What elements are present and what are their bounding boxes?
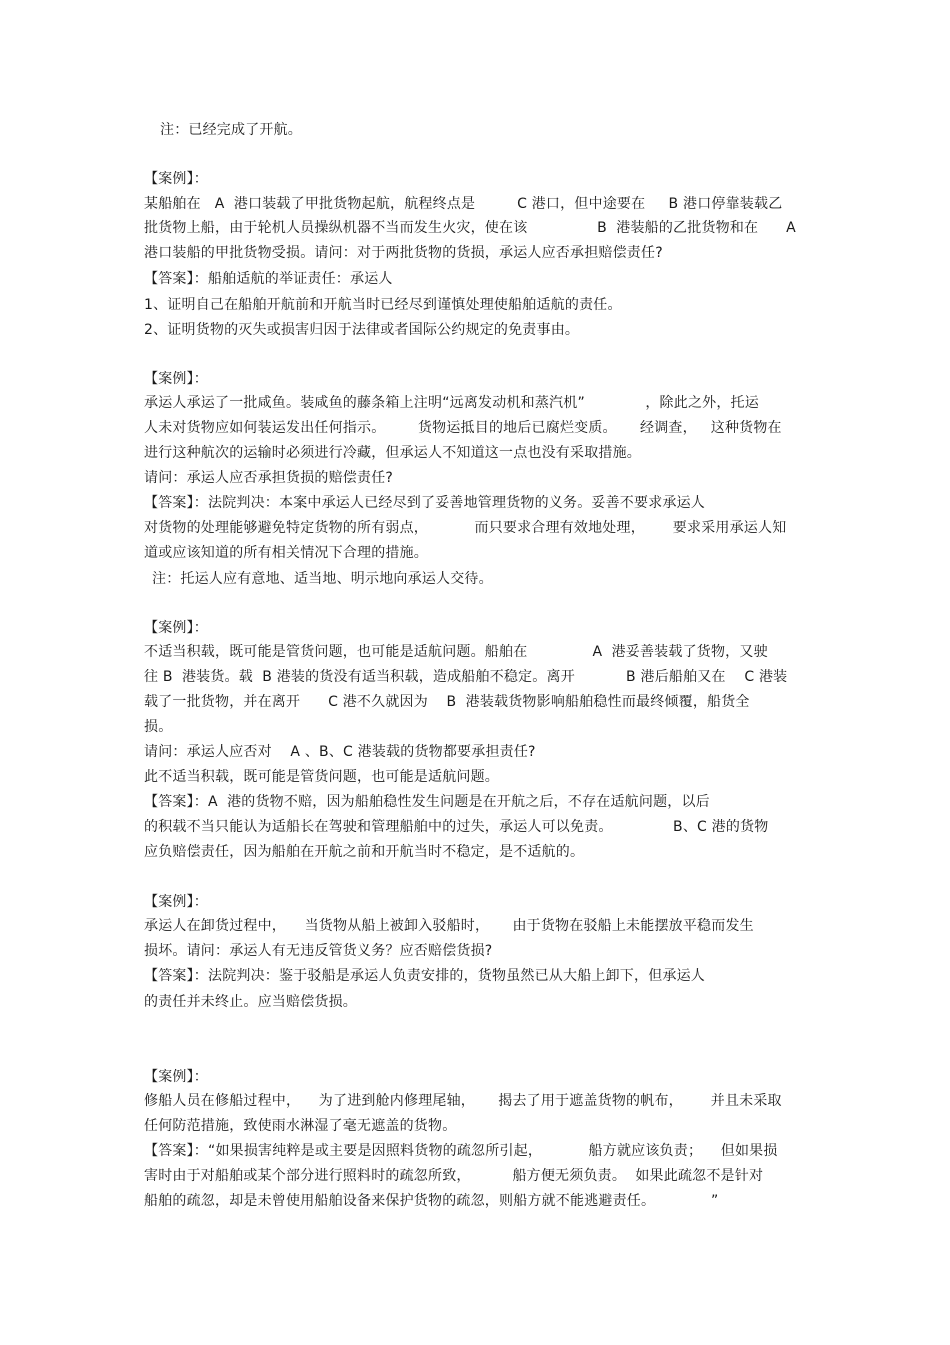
case-text: 承运人承运了一批咸鱼。装咸鱼的藤条箱上注明“远离发动机和蒸汽机” ，除此之外，托运 [144, 395, 759, 411]
answer-text: 船舶的疏忽，却是未曾使用船舶设备来保护货物的疏忽，则船方就不能逃避责任。 ” [144, 1193, 719, 1209]
answer-text: 害时由于对船舶或某个部分进行照料时的疏忽所致， 船方便无须负责。 如果此疏忽不是针对 [144, 1168, 764, 1184]
case-heading: 【案例】： [144, 620, 208, 636]
answer-text: 的积载不当只能认为适船长在驾驶和管理船舶中的过失，承运人可以免责。 B、C 港的货物 [144, 819, 769, 835]
case-text: 承运人在卸货过程中， 当货物从船上被卸入驳船时， 由于货物在驳船上未能摆放平稳而发生 [144, 918, 754, 934]
case-text: 请问：承运人应否承担货损的赔偿责任? [144, 470, 394, 486]
note-line: 注：托运人应有意地、适当地、明示地向承运人交待。 [152, 571, 493, 587]
answer-text: 对货物的处理能够避免特定货物的所有弱点， 而只要求合理有效地处理， 要求采用承运人知 [144, 520, 787, 536]
case-heading: 【案例】： [144, 894, 208, 910]
case-text: 修船人员在修船过程中， 为了进到舱内修理尾轴， 揭去了用于遮盖货物的帆布， 并且未采取 [144, 1093, 782, 1109]
case-text: 损。 [144, 719, 173, 735]
case-heading: 【案例】： [144, 171, 208, 187]
case-text: 请问：承运人应否对 A 、B、C 港装载的货物都要承担责任? [144, 744, 536, 760]
case-text: 任何防范措施，致使雨水淋湿了毫无遮盖的货物。 [144, 1118, 457, 1134]
answer-text: 的责任并未终止。应当赔偿货损。 [144, 994, 357, 1010]
answer-text: 【答案】：法院判决：本案中承运人已经尽到了妥善地管理货物的义务。妥善不要求承运人 [144, 495, 705, 511]
case-heading: 【案例】： [144, 1069, 208, 1085]
case-text: 损坏。请问：承运人有无违反管货义务？应否赔偿货损? [144, 943, 493, 959]
answer-text: 道或应该知道的所有相关情况下合理的措施。 [144, 545, 428, 561]
case-text: 载了一批货物，并在离开 C 港不久就因为 B 港装载货物影响船舶稳性而最终倾覆，船货全 [144, 694, 750, 710]
case-text: 人未对货物应如何装运发出任何指示。 货物运抵目的地后已腐烂变质。 经调查， 这种货物在 [144, 420, 782, 436]
answer-text: 【答案】：“如果损害纯粹是或主要是因照料货物的疏忽所引起， 船方就应该负责； 但如果损 [144, 1143, 778, 1159]
answer-text: 2、证明货物的灭失或损害归因于法律或者国际公约规定的免责事由。 [144, 322, 580, 338]
answer-text: 【答案】：法院判决：鉴于驳船是承运人负责安排的，货物虽然已从大船上卸下，但承运人 [144, 968, 705, 984]
case-text: 批货物上船，由于轮机人员操纵机器不当而发生火灾，使在该 B 港装船的乙批货物和在 A [144, 220, 796, 236]
case-text: 港口装船的甲批货物受损。请问：对于两批货物的货损，承运人应否承担赔偿责任? [144, 245, 663, 261]
case-text: 进行这种航次的运输时必须进行冷藏，但承运人不知道这一点也没有采取措施。 [144, 445, 641, 461]
case-text: 此不适当积载，既可能是管货问题，也可能是适航问题。 [144, 769, 499, 785]
answer-text: 【答案】：船舶适航的举证责任：承运人 [144, 271, 393, 287]
answer-text: 应负赔偿责任，因为船舶在开航之前和开航当时不稳定，是不适航的。 [144, 844, 585, 860]
answer-text: 1、证明自己在船舶开航前和开航当时已经尽到谨慎处理使船舶适航的责任。 [144, 297, 622, 313]
case-text: 不适当积载，既可能是管货问题，也可能是适航问题。船舶在 A 港妥善装载了货物，又驶 [144, 644, 768, 660]
case-text: 往 B 港装货。载 B 港装的货没有适当积载，造成船舶不稳定。离开 B 港后船舶又在 C 港装 [144, 669, 788, 685]
case-text: 某船舶在 A 港口装载了甲批货物起航，航程终点是 C 港口，但中途要在 B 港口停靠装载乙 [144, 196, 783, 212]
note-line: 注：已经完成了开航。 [160, 122, 302, 138]
case-heading: 【案例】： [144, 371, 208, 387]
answer-text: 【答案】：A 港的货物不赔，因为船舶稳性发生问题是在开航之后，不存在适航问题，以后 [144, 794, 710, 810]
